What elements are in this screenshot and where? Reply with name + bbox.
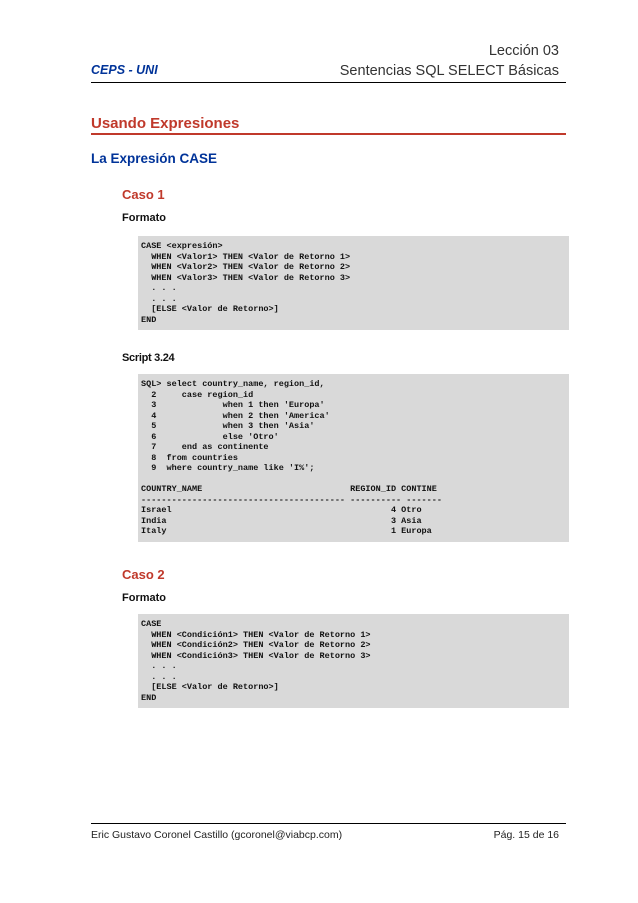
- script-code-block: [138, 374, 569, 542]
- script-label: Script 3.24: [122, 352, 175, 364]
- section-title: Usando Expresiones: [91, 115, 240, 132]
- lesson-topic: Sentencias SQL SELECT Básicas: [339, 63, 559, 79]
- page-number: Pág. 15 de 16: [493, 829, 559, 841]
- header-rule: [91, 82, 566, 83]
- section-subtitle: La Expresión CASE: [91, 151, 218, 166]
- lesson-number: Lección 03: [488, 43, 559, 59]
- caso1-format-code: CASE <expresión> WHEN <Valor1> THEN <Valor de Retorno 1> WHEN <Valor2> THEN <Valor de Retorno 2> WHEN <Valor3> THEN <Valor de Retorno 3> . . . . . . [ELSE <Valor de Retorno>] END: [141, 241, 351, 325]
- section-rule: [91, 133, 566, 135]
- caso1-title: Caso 1: [122, 187, 165, 202]
- caso2-format-code: CASE WHEN <Condición1> THEN <Valor de Retorno 1> WHEN <Condición2> THEN <Valor de Retorno 2> WHEN <Condición3> THEN <Valor de Retorno 3> . . . . . . [ELSE <Valor de Retorno>] END: [141, 619, 371, 703]
- script-code: SQL> select country_name, region_id, 2 case region_id 3 when 1 then 'Europa' 4 when 2 then 'America' 5 when 3 then 'Asia' 6 else 'Otro' 7 end as continente 8 from countries 9 where country_name like 'I%'; COUNTRY_NAME REGION_ID CONTINE ---------------------------------------- ---------- ------- Israel 4 Otro India 3 Asia Italy 1 Europa: [141, 379, 442, 536]
- caso2-title: Caso 2: [122, 567, 165, 582]
- footer-author: Eric Gustavo Coronel Castillo (gcoronel@viabcp.com): [91, 829, 343, 841]
- caso1-format-label: Formato: [122, 212, 166, 224]
- caso2-format-code-block: [138, 614, 569, 708]
- org-name: CEPS - UNI: [91, 63, 158, 77]
- caso1-format-code-block: [138, 236, 569, 330]
- caso2-format-label: Formato: [122, 592, 166, 604]
- footer-rule: [91, 823, 566, 824]
